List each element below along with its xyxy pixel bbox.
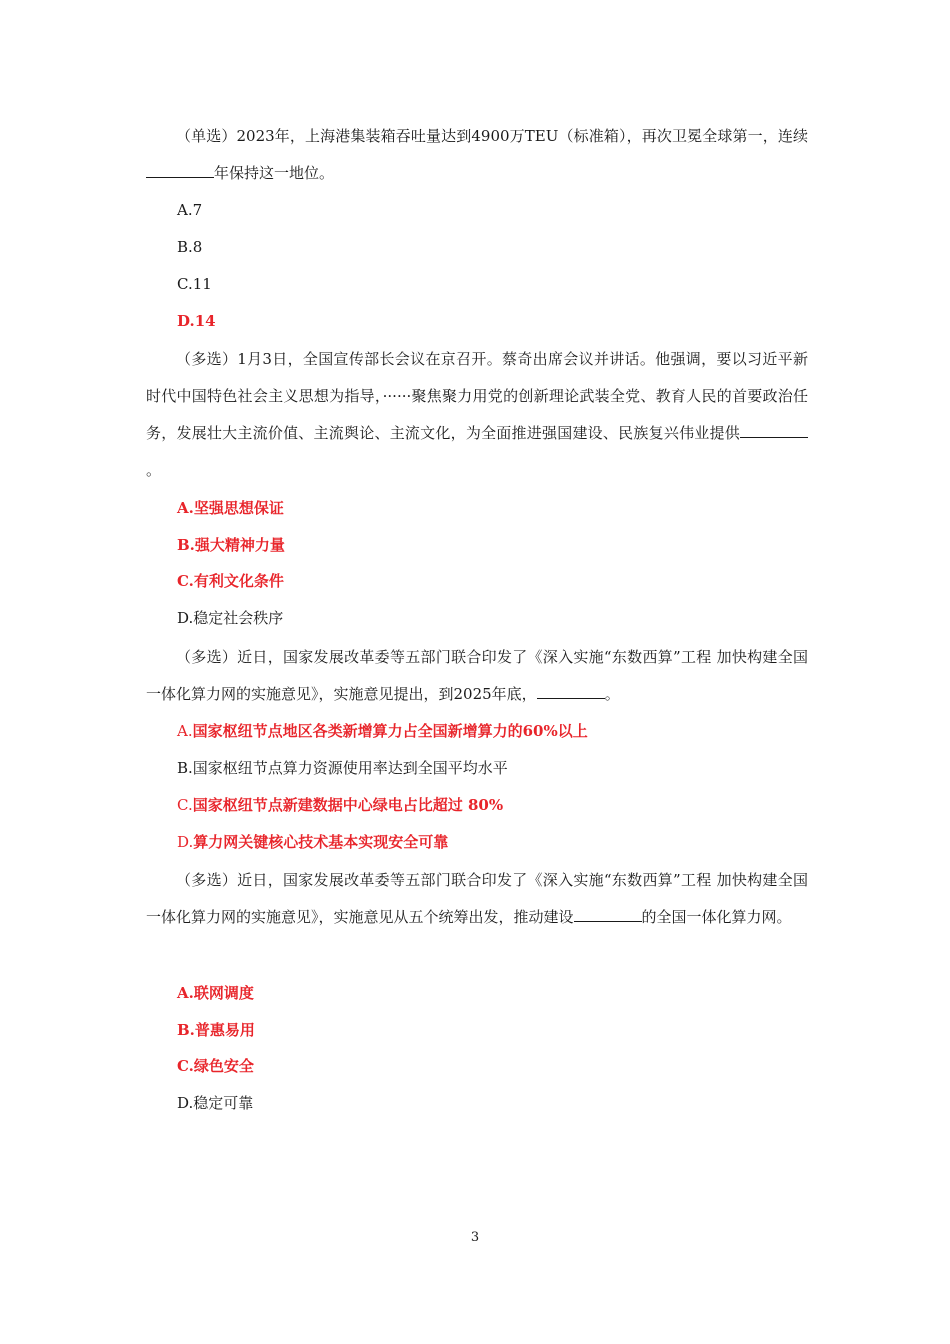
question-2-text: （多选）1月3日，全国宣传部长会议在京召开。蔡奇出席会议并讲话。他强调，要以习近平新时代中国特色社会主义思想为指导，······聚焦聚力用党的创新理论武装全党、教育人民的首要政治任务，发展壮大主流价值、主流舆论、主流文化，为全面推进强国建设、民族复兴伟业提供 [146, 350, 808, 442]
question-3-option-d [177, 832, 448, 852]
question-3-text-end: 。 [604, 685, 620, 703]
option-text: 算力网关键核心技术基本实现安全可靠 [193, 833, 449, 851]
question-2-text-end: 。 [146, 461, 162, 479]
question-2-option-a: A.坚强思想保证 [177, 499, 284, 517]
question-4-option-a: A.联网调度 [177, 984, 254, 1002]
option-letter: B. [177, 759, 193, 777]
question-4-option-c: C.绿色安全 [177, 1057, 254, 1075]
answer-blank [740, 423, 808, 438]
option-letter: A. [177, 722, 193, 740]
option-letter: C. [177, 796, 193, 814]
question-4-option-b: B.普惠易用 [177, 1021, 255, 1039]
question-3-option-c [177, 795, 503, 815]
question-1-stem [146, 118, 808, 192]
question-4-stem [146, 862, 808, 936]
option-text: 国家枢纽节点新建数据中心绿电占比超过 80% [192, 796, 504, 814]
question-1-option-c: C.11 [177, 275, 212, 293]
answer-blank [146, 163, 214, 178]
question-3-text: （多选）近日，国家发展改革委等五部门联合印发了《深入实施“东数西算”工程 加快构建全国一体化算力网的实施意见》，实施意见提出，到2025年底， [146, 648, 808, 703]
question-1-option-a: A.7 [177, 201, 203, 219]
question-4-text-end: 的全国一体化算力网。 [641, 908, 792, 926]
question-3-option-a [177, 721, 588, 741]
answer-blank [537, 684, 605, 699]
question-4-option-d: D.稳定可靠 [177, 1094, 254, 1112]
question-1-option-b: B.8 [177, 238, 203, 256]
question-2-option-c: C.有利文化条件 [177, 572, 284, 590]
question-4-text: （多选）近日，国家发展改革委等五部门联合印发了《深入实施“东数西算”工程 加快构建全国一体化算力网的实施意见》，实施意见从五个统筹出发，推动建设 [146, 871, 808, 926]
question-2-option-d: D.稳定社会秩序 [177, 609, 284, 627]
option-text: 国家枢纽节点地区各类新增算力占全国新增算力的60%以上 [192, 722, 588, 740]
question-1-text: （单选）2023年，上海港集装箱吞吐量达到4900万TEU（标准箱），再次卫冕全球第一，连续 [176, 127, 808, 145]
question-1-option-d: D.14 [177, 312, 216, 330]
question-3-option-b [177, 758, 508, 778]
option-letter: D. [177, 833, 194, 851]
page-number: 3 [470, 1230, 480, 1245]
answer-blank [574, 907, 642, 922]
option-text: 国家枢纽节点算力资源使用率达到全国平均水平 [192, 759, 508, 777]
question-1-text-end: 年保持这一地位。 [214, 164, 335, 182]
question-2-option-b: B.强大精神力量 [177, 536, 285, 554]
question-2-stem [146, 341, 808, 489]
question-3-stem [146, 639, 808, 713]
